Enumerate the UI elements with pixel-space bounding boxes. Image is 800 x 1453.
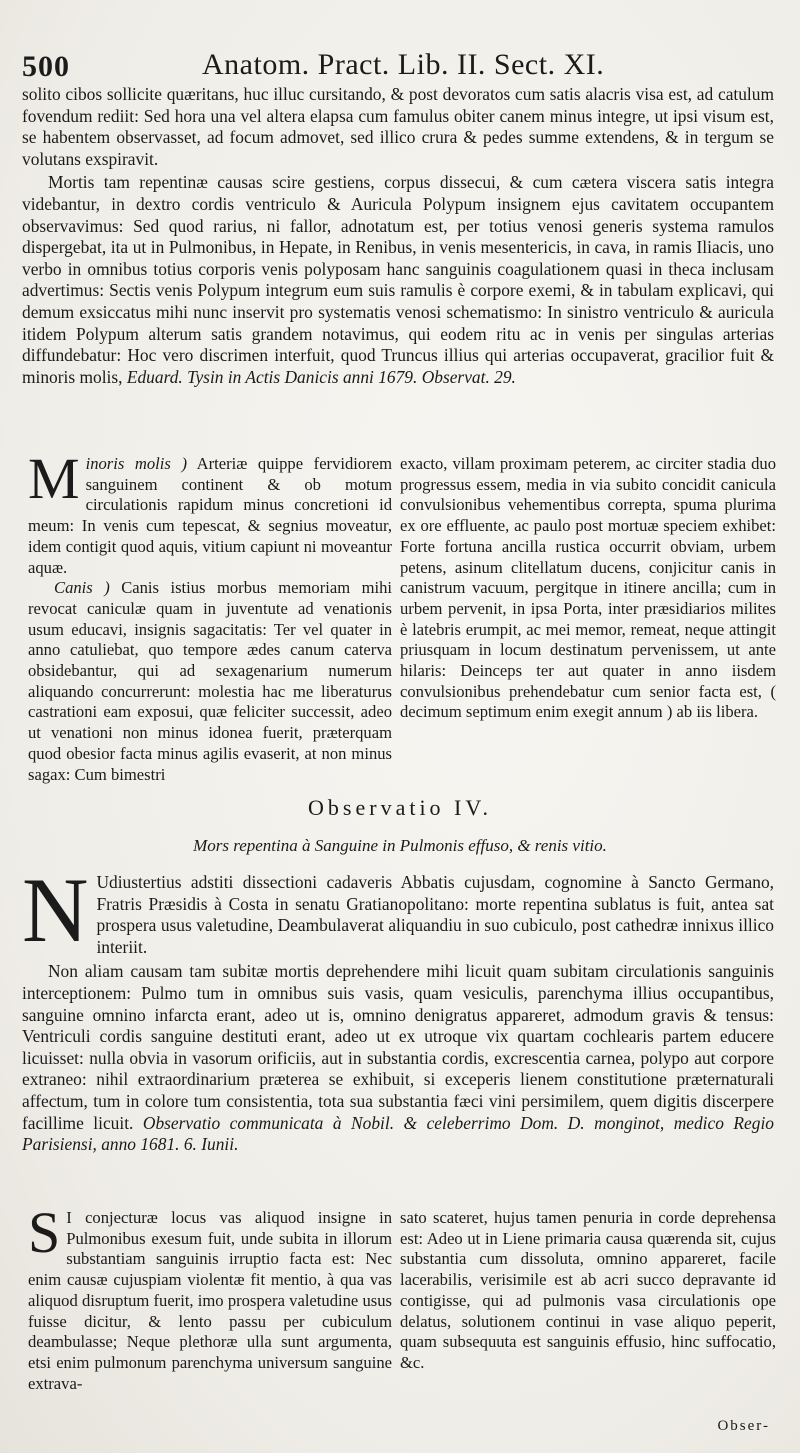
page-number: 500 xyxy=(22,50,70,83)
observation-paragraph-2-body: Non aliam causam tam subitæ mortis deprehendere mihi licuit quam subitam circulationis sanguinis interceptionem: Pulmo tum in omnibus suis vasis, quam vesiculis, parenchyma illius occupantibus, sanguine omnino infarcta erant, adeo ut is, omnino denigratus appareret, admodum gravis & tensus: Ventriculi cordis sanguine destituti erant, adeo ut ex utroque vix quartam cochlearis partem educere licuisset: nulla obvia in vasorum orificiis, aut in substantia cordis, excrescentia carnea, polypo aut corpore extraneo: nihil extraordinarium præterea se exhibuit, si exceperis lienem constitutione præternaturali affectum, tum in colore tum consistentia, tota sua substantia fæci vini persimilem, quem digitis discerpere facillime licuit. xyxy=(22,961,774,1133)
intro-paragraph-2 xyxy=(22,172,774,388)
scholia2-dropcap-s: S xyxy=(28,1208,61,1265)
observation-paragraph-1: Udiustertius adstiti dissectioni cadaveris Abbatis cujusdam, cognomine à Sancto Germano, Fratris Præsidis à Costa in senatu Gratianopolitano: morte repentina sublatus is fuit, antea sat prospera usus valetudine, Deambulaverat aliquandiu in suo cubiculo, post cathedræ innixus illico interiit. xyxy=(96,872,774,957)
observation-citation: Observatio communicata à Nobil. & celeberrimo Dom. D. monginot, medico Regio Parisiensi, anno 1681. 6. Iunii. xyxy=(22,1112,774,1155)
scholia2-right-paragraph: sato scateret, hujus tamen penuria in corde deprehensa est: Adeo ut in Liene primaria causa quærenda sit, cujus substantia cum dissoluta, omnino appareret, facile lacerabilis, verisimile est ab acri succo depravante id contigisse, qui ad pulmonis vasa circulationis ope delatus, solutionem continui in vase aliquo peperit, quam subsequuta est sanguinis effusio, hinc suffocatio, &c. xyxy=(400,1208,776,1372)
catchword: Obser- xyxy=(717,1418,770,1434)
observation-title: Observatio IV. xyxy=(308,795,492,820)
observation-paragraph-2 xyxy=(22,961,774,1155)
intro-paragraph-2-body: Mortis tam repentinæ causas scire gestiens, corpus dissecui, & cum cætera viscera satis integra videbantur, in dextro cordis ventriculo & Auricula Polypum insignem ejus cavitatem occupantem observavimus: Sed quod rarius, ni fallor, adnotatum est, per totius venosi generis systema ramulos dispergebat, ita ut in Pulmonibus, in Hepate, in Renibus, in venis mesentericis, in cava, in ramis Iliacis, uno verbo in omnibus totius corporis venis polyposam hanc sanguinis coagulationem quasi in theca inclusam advertimus: Sectis venis Polypum integrum eum suis ramulis è corpore exemi, & in tabulam explicavi, qui demum exsiccatus mihi nunc inservit pro systematis venosi schematismo: In sinistro ventriculo & auricula itidem Polypum alterum satis grandem notavimus, qui eodem ritu ac in venis per singulas arterias diffundebatur: Hoc vero discrimen interfuit, quod Truncus illius qui arterias occupaverat, gracilior fuit & minoris molis, xyxy=(22,172,774,387)
intro-paragraph-1: solito cibos sollicite quæritans, huc illuc cursitando, & post devoratos cum satis alacris visa est, ad catulum fovendum rediit: Sed hora una vel altera elapsa cum famulus obiter canem minus integre, ut ipsi visum est, se habentem observasset, ad focum admovet, sed illico crura & pedes summe extendens, & in tergum se volutans exspiravit. xyxy=(22,84,774,169)
observation-text xyxy=(22,872,774,1194)
page-header xyxy=(22,48,780,84)
running-head: Anatom. Pract. Lib. II. Sect. XI. xyxy=(202,48,605,81)
scholia-left-paragraph-2-body: Canis istius morbus memoriam mihi revocat caniculæ quam in juventute ad venationis usum educavi, insignis sagacitatis: Ter vel quater in anno catuliebat, quo tempore ædes canum caterva obsidebantur, qui ad sexagenarium numerum aliquando concurrerunt: molestia hac me liberaturus castrationi eam exposui, quæ feliciter successit, adeo ut venationi non minus idonea fuerit, præterquam quod obesior facta minus agilis evaserit, at non minus sagax: Cum bimestri xyxy=(28,578,392,784)
scholia2-left-paragraph: I conjecturæ locus vas aliquod insigne in Pulmonibus exesum fuit, unde subita in illorum substantiam sanguinis irruptio facta est: Nec enim causæ cujuspiam violentæ fit mentio, à qua vas aliquod disruptum fuerit, imo prospera valetudine usus fuisse dicitur, & lento passu per cubiculum deambulasse; Neque plethoræ ulla sunt argumenta, etsi enim pulmonum parenchyma universum sanguine extrava- xyxy=(28,1208,392,1393)
scholia2-left-column xyxy=(28,1208,392,1404)
scholia-lemma-minoris: inoris molis ) xyxy=(85,454,187,473)
scholia-lemma-canis: Canis ) xyxy=(54,578,110,598)
scholia-left-column xyxy=(28,454,392,784)
intro-citation: Eduard. Tysin in Actis Danicis anni 1679. Observat. 29. xyxy=(126,366,516,387)
scholia2-right-column xyxy=(400,1208,776,1404)
intro-text xyxy=(22,84,774,436)
observation-subtitle: Mors repentina à Sanguine in Pulmonis effuso, & renis vitio. xyxy=(193,836,607,855)
observation-dropcap-n: N xyxy=(22,872,89,961)
scholia-dropcap-m: M xyxy=(28,454,80,511)
scholia-right-column xyxy=(400,454,776,784)
scholia-left-paragraph-1 xyxy=(28,454,392,578)
scholia-right-paragraph-1: exacto, villam proximam peterem, ac circiter stadia duo progressus essem, media in via subito concidit canicula convulsionibus vehementibus correpta, spuma plurima ex ore effluente, ac paulo post mortuæ speciem exhibet: Forte fortuna ancilla rustica occurrit obviam, urbem petens, asinum clitellatum ducens, conjicitur canis in canistrum vacuum, pergitque in itinere ancilla; cum in urbem pervenit, in ipsa Porta, inter præsidiarios milites è latebris erumpit, ac mei memor, remeat, neque attingit priusquam in locum destinatum pervenissem, ut ante hilaris: Deinceps ter aut quater in anno iisdem convulsionibus prehendebatur cum senior facta est, ( decimum septimum enim exegit annum ) ab iis libera. xyxy=(400,454,776,722)
scholia-left-paragraph-1-body: Arteriæ quippe fervidiorem sanguinem continent & ob motum circulationis rapidum minus concretioni id meum: In venis cum tepescat, & segnius moveatur, idem contigit quod aquis, vitium capiunt ni moveantur aquæ. xyxy=(28,454,392,577)
scholia-left-paragraph-2 xyxy=(28,578,392,784)
